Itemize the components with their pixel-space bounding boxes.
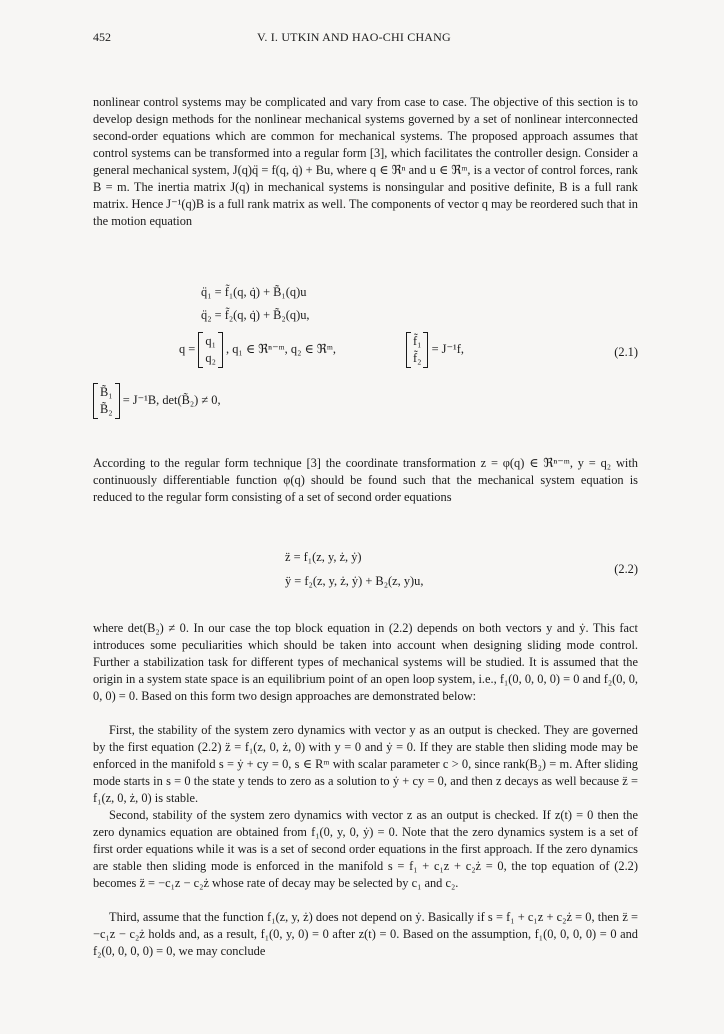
eq-2-1-number: (2.1) (614, 345, 638, 359)
paragraph-first-approach: First, the stability of the system zero dynamics with vector y as an output is checked. They are governed by the first equation (2.2) z̈ = f₁(z, 0, ż, 0) with y = 0 and ẏ = 0. If they are stable then sliding mode may be enforced in the manifold s = ẏ + cy = 0, s ∈ Rᵐ with scalar parameter c > 0, since rank(B₂) = m. After sliding mode starts in s = 0 the state y tends to zero as a solution to ẏ + cy = 0, and then z decays as well because z̈ = f₁(z, 0, ż, 0) is stable. (93, 723, 638, 805)
f-vector-bottom: f̃₂ (413, 351, 422, 365)
f-vector-top: f̃₁ (413, 334, 422, 348)
eq-2-2-line-1: z̈ = f₁(z, y, ż, ẏ) (285, 550, 362, 564)
paper-page (93, 0, 638, 1034)
q-lhs: q = (179, 341, 196, 356)
eq-2-2-number: (2.2) (614, 562, 638, 576)
eq-2-1-f-definition (406, 332, 464, 368)
f-rhs: = J⁻¹f, (431, 341, 464, 356)
eq-2-1-b-definition (93, 383, 221, 419)
b-rhs: = J⁻¹B, det(B̃₂) ≠ 0, (122, 392, 221, 407)
running-title: V. I. UTKIN AND HAO-CHI CHANG (257, 30, 451, 44)
eq-2-1-line-2: q̈₂ = f̃₂(q, q̇) + B̃₂(q)u, (201, 308, 310, 322)
eq-2-1-q-definition (179, 332, 336, 368)
q-vector-top: q₁ (205, 334, 216, 348)
paragraph-intro: nonlinear control systems may be complicated and vary from case to case. The objective of this section is to develop design methods for the nonlinear mechanical systems governed by a set of nonlinear interconnected second-order equations which are common for mechanical systems. The proposed approach assumes that control systems can be transformed into a regular form [3], which facilitates the controller design. Consider a general mechanical system, J(q)q̈ = f(q, q̇) + Bu, where q ∈ ℜⁿ and u ∈ ℜᵐ, is a vector of control forces, rank B = m. The inertia matrix J(q) in mechanical systems is nonsingular and positive definite, B is a full rank matrix. Hence J⁻¹(q)B is a full rank matrix as well. The components of vector q may be reordered such that in the motion equation (93, 95, 638, 228)
paragraph-regular-form: According to the regular form technique [3] the coordinate transformation z = φ(q) ∈ ℜⁿ⁻ᵐ, y = q₂ with continuously differentiable function φ(q) should be found such that the mechanical system equation is reduced to the regular form consisting of a set of second order equations (93, 456, 638, 504)
b-vector-top: B̃₁ (100, 385, 113, 399)
eq-2-2-line-2: ÿ = f₂(z, y, ż, ẏ) + B₂(z, y)u, (285, 574, 424, 588)
paragraph-where: where det(B₂) ≠ 0. In our case the top block equation in (2.2) depends on both vectors y and ẏ. This fact introduces some peculiarities which should be taken into account when designing sliding mode control. Further a stabilization task for different types of mechanical systems will be studied. It is assumed that the origin in a system state space is an equilibrium point of an open loop system, i.e., f₁(0, 0, 0, 0) = 0 and f₂(0, 0, 0, 0) = 0. Based on this form two design approaches are demonstrated below: (93, 621, 638, 703)
eq-2-1-line-1: q̈₁ = f̃₁(q, q̇) + B̃₁(q)u (201, 285, 307, 299)
b-vector-bottom: B̃₂ (100, 402, 113, 416)
paragraph-third-approach: Third, assume that the function f₁(z, y, ż) does not depend on ẏ. Basically if s = f₁ + c₁z + c₂ż = 0, then z̈ = −c₁z − c₂ż holds and, as a result, f₁(0, y, 0) = 0 after z(t) = 0. Based on the assumption, f₁(0, 0, 0, 0) = 0 and f₂(0, 0, 0, 0) = 0, we may conclude (93, 910, 638, 958)
paragraph-second-approach: Second, stability of the system zero dynamics with vector z as an output is checked. If z(t) = 0 then the zero dynamics equation are obtained from f₁(0, y, 0, ẏ) = 0. Note that the zero dynamics system is a set of first order equations while it was is a set of second order equations in the first approach. If the zero dynamics are stable then sliding mode is enforced in the manifold s = f₁ + c₁z + c₂ż = 0, the top equation of (2.2) becomes z̈ = −c₁z − c₂ż whose rate of decay may be selected by c₁ and c₂. (93, 808, 638, 890)
f-vector (406, 332, 428, 368)
q-vector (198, 332, 223, 368)
page-number: 452 (93, 30, 111, 44)
running-header (93, 30, 638, 46)
b-vector (93, 383, 120, 419)
q-domains: , q₁ ∈ ℜⁿ⁻ᵐ, q₂ ∈ ℜᵐ, (226, 341, 336, 356)
q-vector-bottom: q₂ (205, 351, 216, 365)
